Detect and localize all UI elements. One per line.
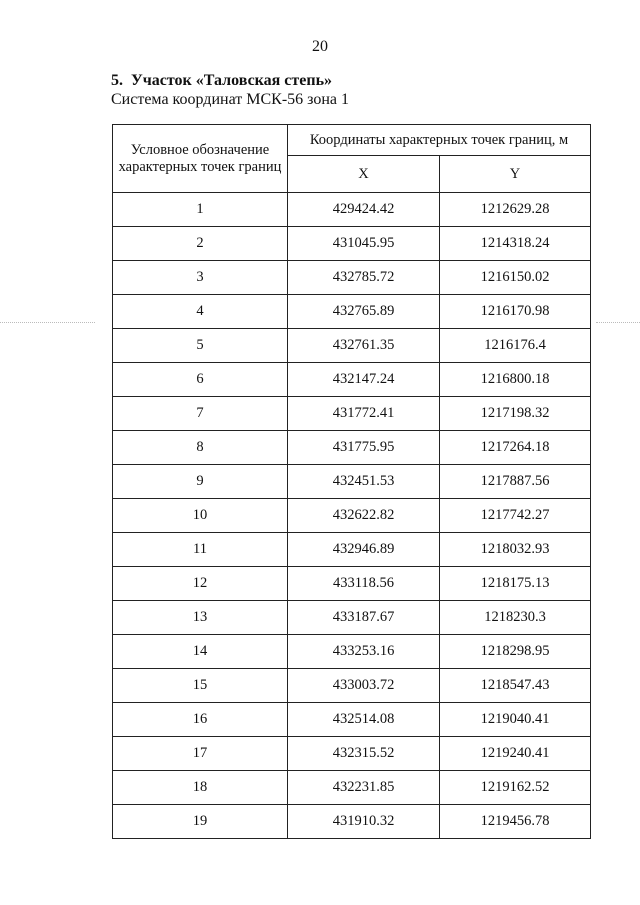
y-coordinate-cell: 1219040.41 <box>440 703 591 737</box>
point-number-cell: 4 <box>113 295 288 329</box>
y-coordinate-cell: 1212629.28 <box>440 193 591 227</box>
page-number: 20 <box>312 38 328 55</box>
point-number-cell: 1 <box>113 193 288 227</box>
x-coordinate-cell: 433187.67 <box>288 601 440 635</box>
point-number-cell: 2 <box>113 227 288 261</box>
y-coordinate-cell: 1218298.95 <box>440 635 591 669</box>
point-number-cell: 10 <box>113 499 288 533</box>
y-coordinate-cell: 1216800.18 <box>440 363 591 397</box>
y-coordinate-cell: 1218175.13 <box>440 567 591 601</box>
x-coordinate-cell: 431775.95 <box>288 431 440 465</box>
y-coordinate-cell: 1217198.32 <box>440 397 591 431</box>
point-number-cell: 11 <box>113 533 288 567</box>
x-coordinate-cell: 431772.41 <box>288 397 440 431</box>
x-coordinate-cell: 433253.16 <box>288 635 440 669</box>
table-row <box>113 261 591 295</box>
table-row <box>113 635 591 669</box>
y-coordinate-cell: 1216170.98 <box>440 295 591 329</box>
section-title: Участок «Таловская степь» <box>131 72 333 89</box>
header-point-designation: Условное обозначение характерных точек границ <box>113 125 288 193</box>
x-coordinate-cell: 432765.89 <box>288 295 440 329</box>
point-number-cell: 14 <box>113 635 288 669</box>
table-row <box>113 227 591 261</box>
point-number-cell: 16 <box>113 703 288 737</box>
table-row <box>113 567 591 601</box>
point-number-cell: 6 <box>113 363 288 397</box>
coordinates-table <box>112 124 591 839</box>
point-number-cell: 5 <box>113 329 288 363</box>
y-coordinate-cell: 1216176.4 <box>440 329 591 363</box>
section-number: 5. <box>111 72 123 89</box>
table-row <box>113 329 591 363</box>
x-coordinate-cell: 429424.42 <box>288 193 440 227</box>
x-coordinate-cell: 432514.08 <box>288 703 440 737</box>
table-row <box>113 771 591 805</box>
table-header <box>113 125 591 193</box>
table-row <box>113 533 591 567</box>
x-coordinate-cell: 432315.52 <box>288 737 440 771</box>
table-row <box>113 805 591 839</box>
x-coordinate-cell: 431045.95 <box>288 227 440 261</box>
x-coordinate-cell: 432785.72 <box>288 261 440 295</box>
y-coordinate-cell: 1218230.3 <box>440 601 591 635</box>
table-row <box>113 737 591 771</box>
point-number-cell: 8 <box>113 431 288 465</box>
header-y: Y <box>440 156 591 193</box>
point-number-cell: 17 <box>113 737 288 771</box>
table-row <box>113 601 591 635</box>
table-row <box>113 431 591 465</box>
y-coordinate-cell: 1218032.93 <box>440 533 591 567</box>
x-coordinate-cell: 433118.56 <box>288 567 440 601</box>
header-x: X <box>288 156 440 193</box>
point-number-cell: 18 <box>113 771 288 805</box>
table-body <box>113 193 591 839</box>
scan-mark-right <box>596 322 640 324</box>
y-coordinate-cell: 1217887.56 <box>440 465 591 499</box>
x-coordinate-cell: 432946.89 <box>288 533 440 567</box>
table-row <box>113 397 591 431</box>
scan-mark-left <box>0 322 95 324</box>
point-number-cell: 12 <box>113 567 288 601</box>
section-heading <box>111 72 332 90</box>
x-coordinate-cell: 432761.35 <box>288 329 440 363</box>
x-coordinate-cell: 433003.72 <box>288 669 440 703</box>
y-coordinate-cell: 1219456.78 <box>440 805 591 839</box>
x-coordinate-cell: 432622.82 <box>288 499 440 533</box>
coordinate-system-label: Система координат МСК-56 зона 1 <box>111 91 350 108</box>
y-coordinate-cell: 1217264.18 <box>440 431 591 465</box>
x-coordinate-cell: 431910.32 <box>288 805 440 839</box>
point-number-cell: 19 <box>113 805 288 839</box>
table-row <box>113 703 591 737</box>
point-number-cell: 13 <box>113 601 288 635</box>
table-row <box>113 363 591 397</box>
header-coordinates: Координаты характерных точек границ, м <box>288 125 591 156</box>
point-number-cell: 7 <box>113 397 288 431</box>
x-coordinate-cell: 432451.53 <box>288 465 440 499</box>
point-number-cell: 15 <box>113 669 288 703</box>
y-coordinate-cell: 1218547.43 <box>440 669 591 703</box>
table-row <box>113 465 591 499</box>
y-coordinate-cell: 1216150.02 <box>440 261 591 295</box>
table-row <box>113 669 591 703</box>
point-number-cell: 3 <box>113 261 288 295</box>
y-coordinate-cell: 1217742.27 <box>440 499 591 533</box>
table-row <box>113 193 591 227</box>
y-coordinate-cell: 1219162.52 <box>440 771 591 805</box>
y-coordinate-cell: 1214318.24 <box>440 227 591 261</box>
point-number-cell: 9 <box>113 465 288 499</box>
x-coordinate-cell: 432147.24 <box>288 363 440 397</box>
table-row <box>113 295 591 329</box>
x-coordinate-cell: 432231.85 <box>288 771 440 805</box>
table-row <box>113 499 591 533</box>
y-coordinate-cell: 1219240.41 <box>440 737 591 771</box>
header-row-1 <box>113 125 591 156</box>
